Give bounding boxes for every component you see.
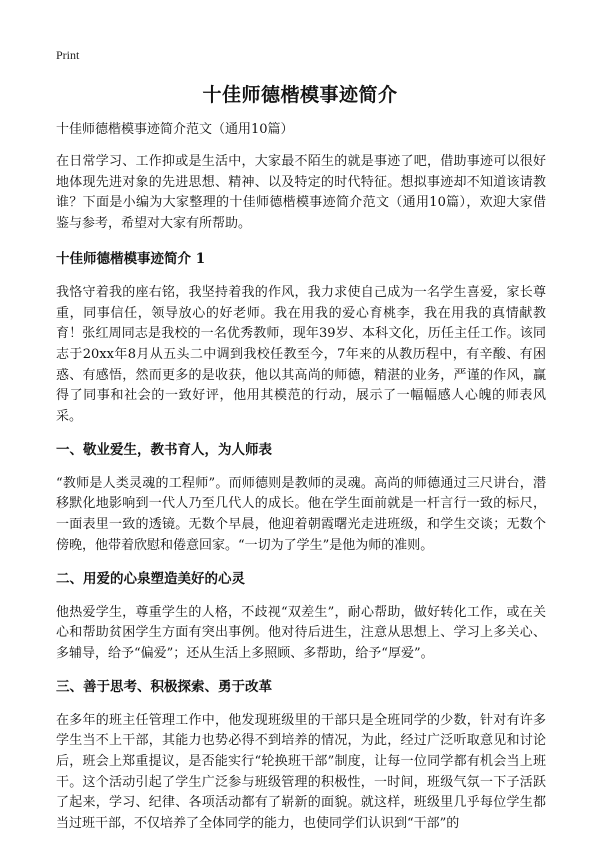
section-heading-1: 一、敬业爱生，教书育人，为人师表: [56, 441, 272, 458]
section-paragraph-1: “教师是人类灵魂的工程师”。而师德则是教师的灵魂。高尚的师德通过三尺讲台，潜移默化地影响到一代人乃至几代人的成长。他在学生面前就是一杆言行一致的标尺，一面表里一致的透镜。无数个早晨，他迎着朝霞曙光走进班级，和学生交谈；无数个傍晚，他带着欣慰和倦意回家。“一切为了学生”是他为师的准则。: [56, 475, 546, 553]
print-link[interactable]: Print: [56, 48, 80, 62]
section-heading-2: 二、用爱的心泉塑造美好的心灵: [56, 570, 245, 587]
document-body: [56, 120, 546, 845]
intro-paragraph: 在日常学习、工作抑或是生活中，大家最不陌生的就是事迹了吧，借助事迹可以很好地体现先进对象的先进思想、精神、以及特定的时代特征。想拟事迹却不知道该请教谁？下面是小编为大家整理的十佳师德楷模事迹简介范文（通用10篇），欢迎大家借鉴与参考，希望对大家有所帮助。: [56, 154, 546, 232]
section-heading-3: 三、善于思考、积极探索、勇于改革: [56, 678, 272, 695]
article-lead-paragraph: 我恪守着我的座右铭，我坚持着我的作风，我力求使自己成为一名学生喜爱，家长尊重，同事信任，领导放心的好老师。我在用我的爱心育桃李，我在用我的真情献教育！张红周同志是我校的一名优秀教师，现年39岁、本科文化，历任主任工作。该同志于20xx年8月从五头二中调到我校任教至今，7年来的从教历程中，有辛酸、有困惑、有感悟，然而更多的是收获，他以其高尚的师德，精湛的业务，严谨的作风，赢得了同事和社会的一致好评，他用其模范的行动，展示了一幅幅感人心魄的师表风采。: [56, 284, 546, 425]
document-subtitle: 十佳师德楷模事迹简介范文（通用10篇）: [56, 122, 294, 137]
article-heading: 十佳师德楷模事迹简介 1: [56, 250, 206, 267]
page-title: 十佳师德楷模事迹简介: [202, 84, 398, 106]
section-paragraph-3: 在多年的班主任管理工作中，他发现班级里的干部只是全班同学的少数，针对有许多学生当不上干部，其能力也势必得不到培养的情况，为此，经过广泛听取意见和讨论后，班会上郑重提议，是否能实行“轮换班干部”制度，让每一位同学都有机会当上班干。这个活动引起了学生广泛参与班级管理的积极性，一时间，班级气氛一下子活跃了起来，学习、纪律、各项活动都有了崭新的面貌。就这样，班级里几乎每位学生都当过班干部，不仅培养了全体同学的能力，也使同学们认识到“干部”的: [56, 712, 546, 832]
section-paragraph-2: 他热爱学生，尊重学生的人格，不歧视“双差生”，耐心帮助，做好转化工作，或在关心和帮助贫困学生方面有突出事例。他对待后进生，注意从思想上、学习上多关心、多辅导，给予“偏爱”；还从生活上多照顾、多帮助，给予“厚爱”。: [56, 604, 546, 661]
